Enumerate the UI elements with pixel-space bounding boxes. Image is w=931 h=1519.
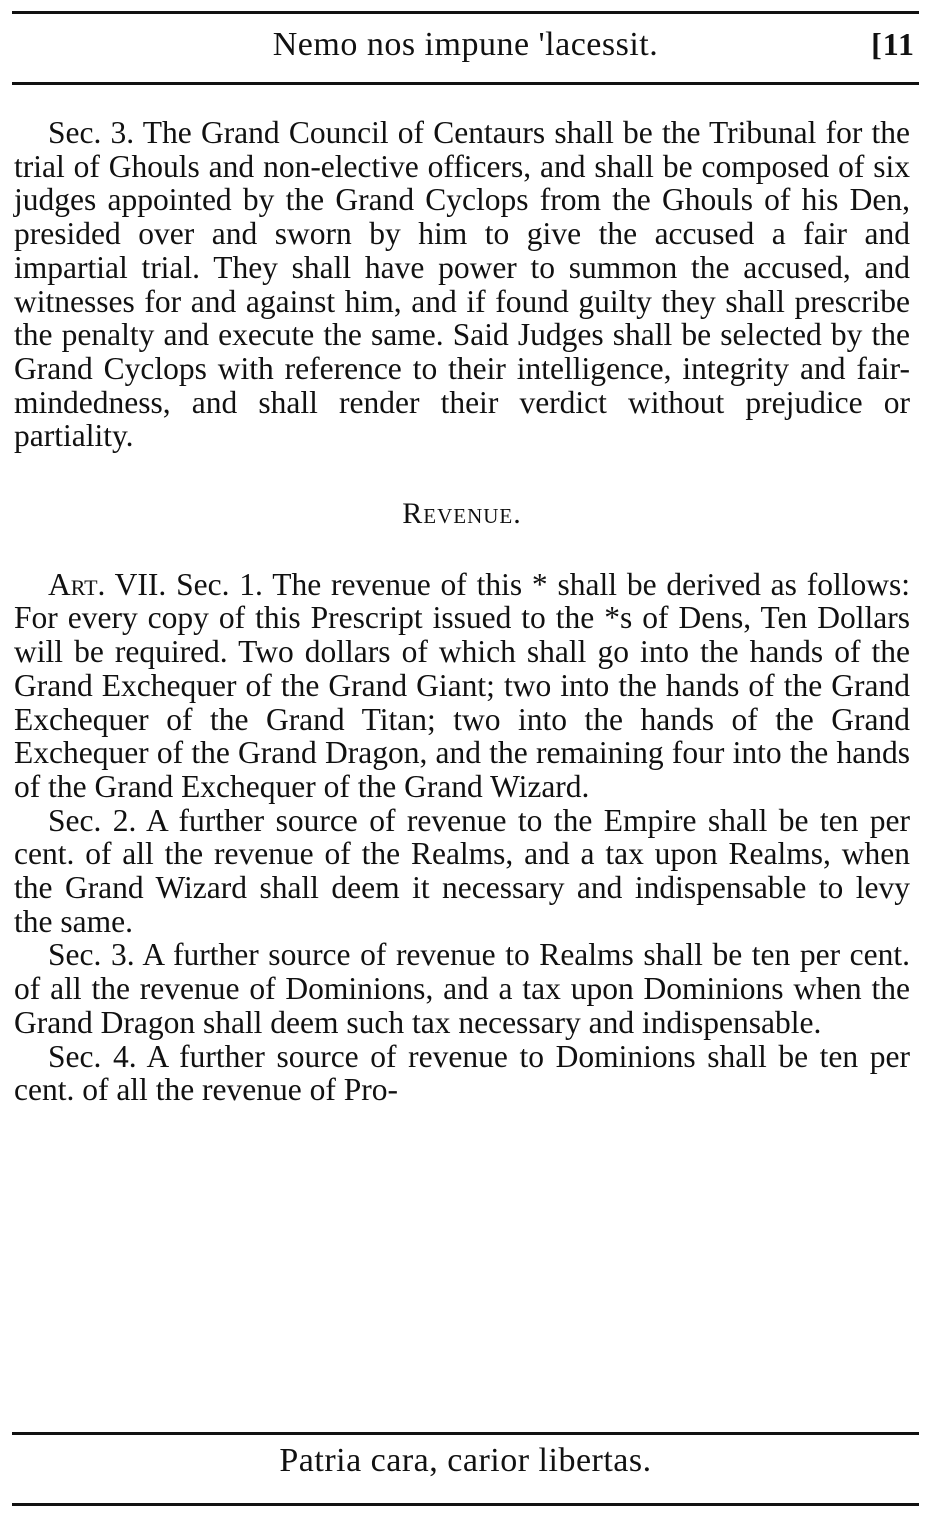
header-top-rule	[12, 11, 919, 14]
paragraph-art7-sec1	[14, 568, 910, 804]
article-label: Art. VII.	[48, 566, 167, 602]
art7-sec1-text: Sec. 1. The revenue of this * shall be derived as follows: For every copy of this Prescript issued to the *s of Dens, Ten Dollars will be required. Two dollars of which shall go into the hands of the Grand Exchequer of the Grand Giant; two into the hands of the Grand Exchequer of the Grand Titan; two into the hands of the Grand Exchequer of the Grand Dragon, and the remaining four into the hands of the Grand Exchequer of the Grand Wizard.	[14, 566, 911, 804]
body-text	[14, 116, 910, 1107]
footer-bottom-rule	[12, 1503, 919, 1506]
footer-top-rule	[12, 1432, 919, 1435]
header-bottom-rule	[12, 82, 919, 85]
page-header	[12, 22, 919, 72]
section-heading-revenue: Revenue.	[402, 497, 522, 531]
paragraph-art7-sec3: Sec. 3. A further source of revenue to Realms shall be ten per cent. of all the revenue of Dominions, and a tax upon Dominions when the Grand Dragon shall deem such tax necessary and indispensable.	[14, 937, 910, 1040]
paragraph-art7-sec2: Sec. 2. A further source of revenue to the Empire shall be ten per cent. of all the revenue of the Realms, and a tax upon Realms, when the Grand Wizard shall deem it necessary and indispensable to levy the same.	[14, 802, 910, 939]
page-number: [11	[871, 26, 915, 62]
paragraph-art7-sec4: Sec. 4. A further source of revenue to Dominions shall be ten per cent. of all the revenue of Pro-	[14, 1038, 910, 1108]
running-head: Nemo nos impune 'lacessit.	[272, 26, 659, 63]
page-footer-motto: Patria cara, carior libertas.	[279, 1442, 652, 1479]
paragraph-sec3-grand-council: Sec. 3. The Grand Council of Centaurs shall be the Tribunal for the trial of Ghouls and non-elective officers, and shall be composed of six judges appointed by the Grand Cyclops from the Ghouls of his Den, presided over and sworn by him to give the accused a fair and impartial trial. They shall have power to summon the accused, and witnesses for and against him, and if found guilty they shall prescribe the penalty and execute the same. Said Judges shall be selected by the Grand Cyclops with reference to their intelligence, integrity and fair-mindedness, and shall render their verdict without prejudice or partiality.	[14, 115, 910, 454]
